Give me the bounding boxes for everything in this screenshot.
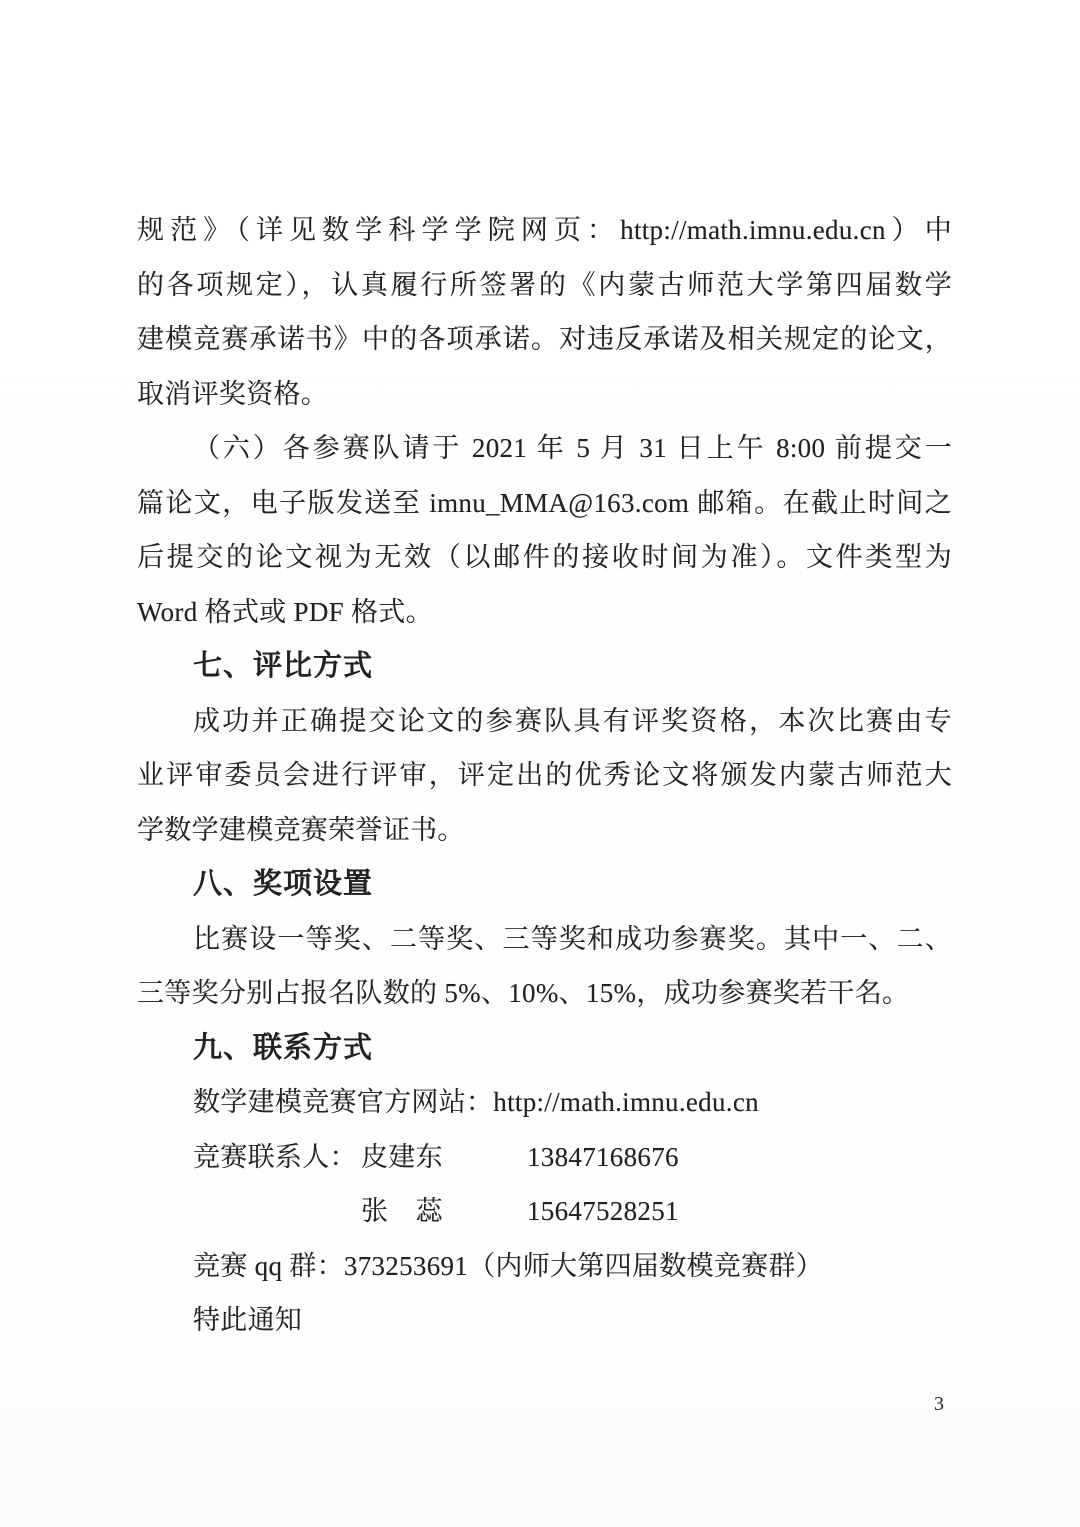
doc-line: （六）各参赛队请于 2021 年 5 月 31 日上午 8:00 前提交一 xyxy=(193,433,952,463)
section-heading-judging: 七、评比方式 xyxy=(193,650,374,682)
doc-line: 成功并正确提交论文的参赛队具有评奖资格，本次比赛由专 xyxy=(193,705,952,736)
doc-line: 业评审委员会进行评审，评定出的优秀论文将颁发内蒙古师范大 xyxy=(137,760,952,790)
document-text xyxy=(137,203,952,1348)
qq-group-line: 竞赛 qq 群：373253691（内师大第四届数模竞赛群） xyxy=(193,1250,823,1281)
notice-closing-line: 特此通知 xyxy=(193,1305,303,1335)
section-heading-contact: 九、联系方式 xyxy=(193,1031,374,1064)
contact-name: 皮建东 xyxy=(361,1141,443,1172)
doc-line: 的各项规定），认真履行所签署的《内蒙古师范大学第四届数学 xyxy=(137,269,952,300)
doc-line: 三等奖分别占报名队数的 5%、10%、15%，成功参赛奖若干名。 xyxy=(137,978,910,1008)
doc-line: 建模竞赛承诺书》中的各项承诺。对违反承诺及相关规定的论文， xyxy=(137,324,952,354)
doc-line: 规范》（详见数学科学学院网页：http://math.imnu.edu.cn）中 xyxy=(137,215,952,245)
contact-row xyxy=(137,1184,952,1239)
contact-label: 竞赛联系人： xyxy=(193,1141,357,1172)
doc-line: 学数学建模竞赛荣誉证书。 xyxy=(137,814,465,845)
doc-line: 后提交的论文视为无效（以邮件的接收时间为准）。文件类型为 xyxy=(137,542,952,572)
official-website-line: 数学建模竞赛官方网站：http://math.imnu.edu.cn xyxy=(193,1087,759,1117)
contact-row xyxy=(137,1130,952,1185)
contact-name: 张 蕊 xyxy=(361,1196,443,1226)
doc-line: Word 格式或 PDF 格式。 xyxy=(137,596,433,627)
contact-phone: 13847168676 xyxy=(527,1141,679,1172)
page-number: 3 xyxy=(934,1393,944,1415)
doc-line: 比赛设一等奖、二等奖、三等奖和成功参赛奖。其中一、二、 xyxy=(193,923,952,954)
doc-line: 篇论文，电子版发送至 imnu_MMA@163.com 邮箱。在截止时间之 xyxy=(137,487,952,518)
section-heading-awards: 八、奖项设置 xyxy=(193,868,374,900)
contact-label-spacer xyxy=(193,1184,361,1239)
contact-phone: 15647528251 xyxy=(527,1196,679,1226)
doc-line: 取消评奖资格。 xyxy=(137,378,329,409)
